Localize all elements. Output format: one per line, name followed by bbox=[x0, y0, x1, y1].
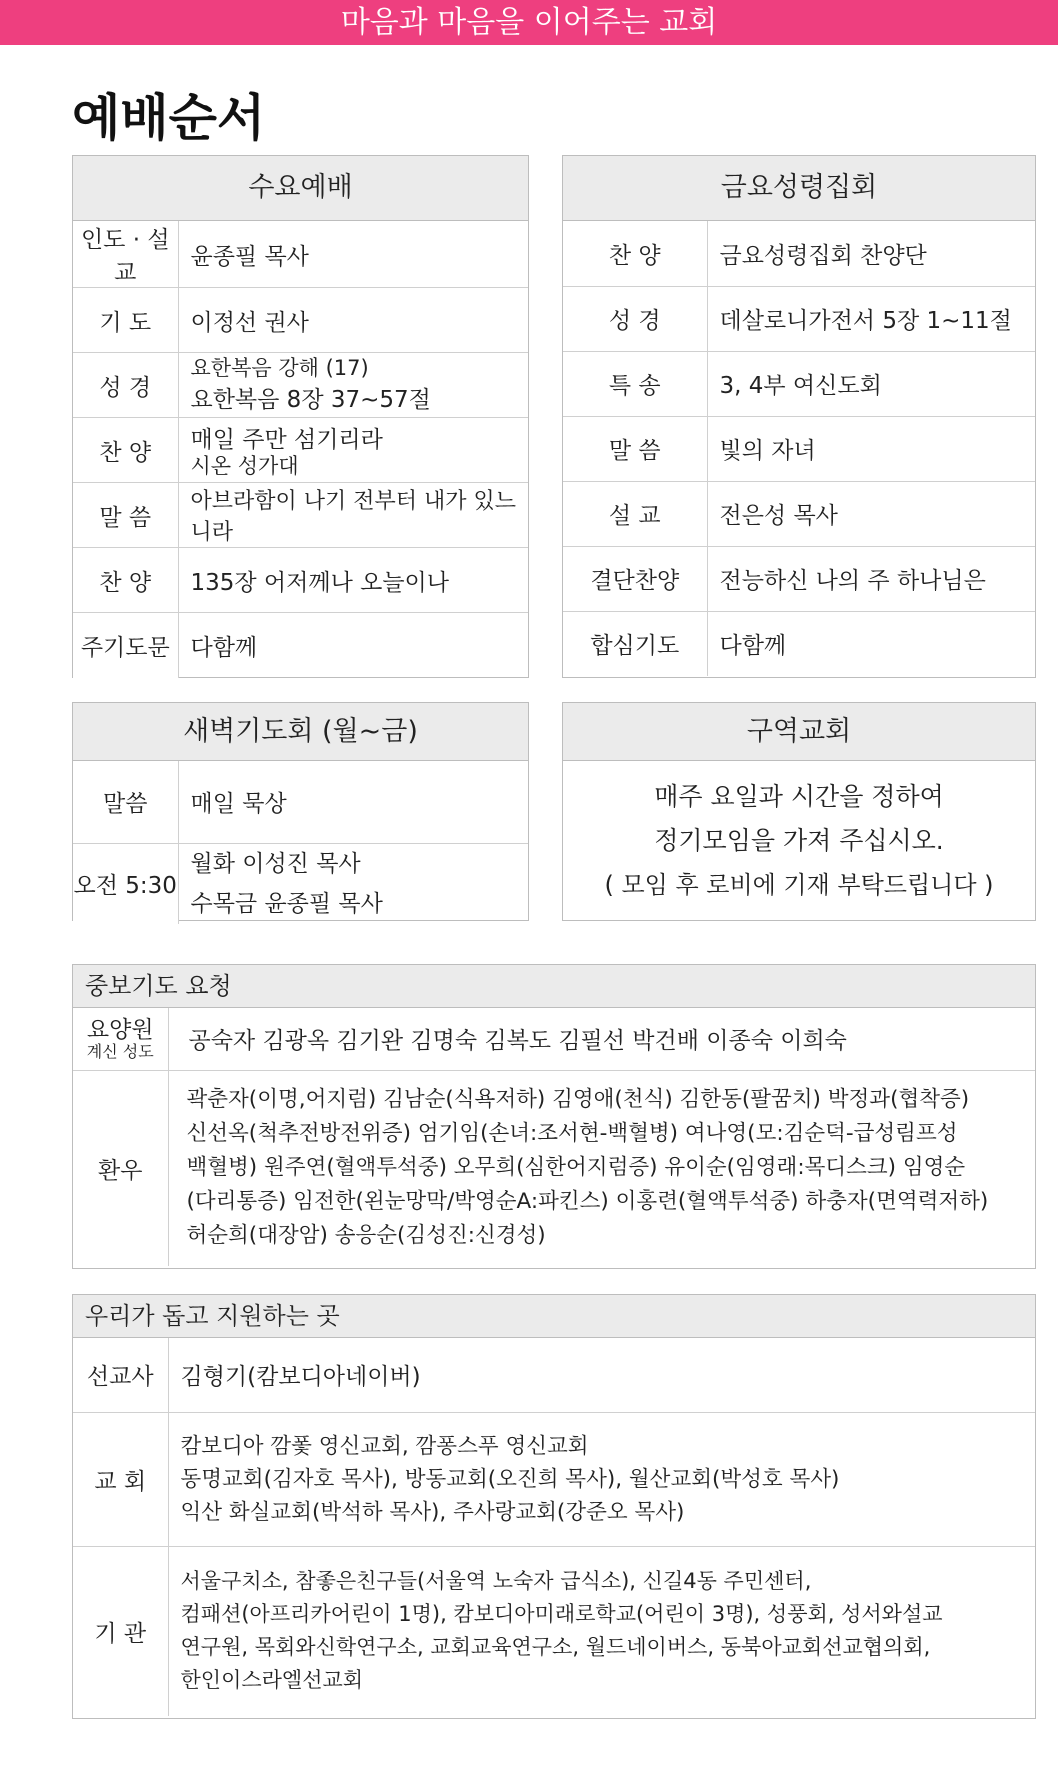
support-box bbox=[72, 1294, 1036, 1719]
row-label: 환우 bbox=[73, 1070, 168, 1266]
table-row bbox=[73, 418, 528, 483]
table-row bbox=[73, 1338, 1035, 1412]
row-value: 매일 묵상 bbox=[190, 791, 287, 818]
patient-line: 신선옥(척추전방전위증) 엄기임(손녀:조서현-백혈병) 여나영(모:김순덕-급성림프성 bbox=[186, 1121, 958, 1147]
row-label: 주기도문 bbox=[73, 613, 178, 678]
friday-header: 금요성령집회 bbox=[563, 156, 1035, 221]
row-label: 기 관 bbox=[73, 1546, 168, 1716]
table-row bbox=[73, 613, 528, 678]
table-row bbox=[563, 481, 1035, 546]
value-line: 캄보디아 깜퐃 영신교회, 깜퐁스푸 영신교회 bbox=[180, 1433, 589, 1459]
table-row bbox=[563, 286, 1035, 351]
row-label: 결단찬양 bbox=[563, 546, 707, 611]
table-row bbox=[73, 221, 528, 288]
patient-line: (다리통증) 임전한(왼눈망막/박영순A:파킨스) 이홍련(혈액투석중) 하충자(면역력저하) bbox=[186, 1189, 989, 1215]
table-row bbox=[563, 416, 1035, 481]
row-value: 3, 4부 여신도회 bbox=[707, 351, 1035, 416]
patient-line: 곽춘자(이명,어지럼) 김남순(식욕저하) 김영애(천식) 김한동(팔꿈치) 박정과(협착증) bbox=[186, 1087, 970, 1113]
row-label: 말 씀 bbox=[73, 483, 178, 548]
prayer-request-box bbox=[72, 964, 1036, 1269]
value-line: 한인이스라엘선교회 bbox=[180, 1668, 364, 1693]
row-value: 다함께 bbox=[707, 611, 1035, 676]
row-value-multiline bbox=[168, 1412, 1035, 1546]
top-banner bbox=[0, 0, 1058, 45]
row-label: 찬 양 bbox=[73, 548, 178, 613]
value-line: 월화 이성진 목사 bbox=[190, 850, 361, 877]
friday-service-box bbox=[562, 155, 1036, 678]
row-label: 인도 · 설교 bbox=[73, 221, 178, 288]
table-row bbox=[73, 483, 528, 548]
row-label: 설 교 bbox=[563, 481, 707, 546]
table-row bbox=[73, 288, 528, 353]
care-label-cell bbox=[73, 1008, 168, 1070]
patient-line: 허순희(대장암) 송응순(김성진:신경성) bbox=[186, 1223, 546, 1249]
value-line: 연구원, 목회와신학연구소, 교회교육연구소, 월드네이버스, 동북아교회선교협의회, bbox=[180, 1635, 931, 1660]
row-label: 성 경 bbox=[563, 286, 707, 351]
row-value-multiline bbox=[178, 418, 528, 483]
dawn-header: 새벽기도회 (월~금) bbox=[73, 703, 528, 761]
value-line: 동명교회(김자호 목사), 방동교회(오진희 목사), 월산교회(박성호 목사) bbox=[180, 1466, 840, 1492]
row-label: 찬 양 bbox=[73, 418, 178, 483]
row-value: 금요성령집회 찬양단 bbox=[719, 242, 927, 269]
row-label: 오전 5:30 bbox=[73, 843, 178, 924]
prayer-header: 중보기도 요청 bbox=[73, 965, 1035, 1008]
district-header: 구역교회 bbox=[563, 703, 1035, 761]
row-value-multiline bbox=[178, 843, 528, 924]
row-value: 아브라함이 나기 전부터 내가 있느니라 bbox=[178, 483, 528, 548]
table-row bbox=[73, 353, 528, 418]
row-value-multiline bbox=[168, 1546, 1035, 1716]
district-notice bbox=[563, 775, 1035, 907]
row-value-multiline bbox=[178, 353, 528, 418]
value-line: 요한복음 강해 (17) bbox=[190, 356, 369, 380]
notice-line: 정기모임을 가져 주십시오. bbox=[654, 826, 944, 855]
row-value: 데살로니가전서 5장 1~11절 bbox=[707, 286, 1035, 351]
row-label: 찬 양 bbox=[563, 221, 707, 286]
notice-line: 매주 요일과 시간을 정하여 bbox=[654, 782, 944, 811]
patient-line: 백혈병) 원주연(혈액투석중) 오무희(심한어지럼증) 유이순(임영래:목디스크) 임영순 bbox=[186, 1155, 966, 1181]
row-value: 135장 어저께나 오늘이나 bbox=[178, 548, 528, 613]
row-value: 전은성 목사 bbox=[707, 481, 1035, 546]
table-row bbox=[73, 1412, 1035, 1546]
support-table bbox=[73, 1338, 1035, 1716]
value-line: 시온 성가대 bbox=[190, 454, 299, 478]
row-label: 말 씀 bbox=[563, 416, 707, 481]
wednesday-service-box bbox=[72, 155, 529, 678]
table-row bbox=[563, 351, 1035, 416]
row-value: 빛의 자녀 bbox=[707, 416, 1035, 481]
table-row bbox=[73, 843, 528, 924]
row-label: 합심기도 bbox=[563, 611, 707, 676]
prayer-table bbox=[73, 1008, 1035, 1266]
care-value: 공숙자 김광옥 김기완 김명숙 김복도 김필선 박건배 이종숙 이희숙 bbox=[188, 1028, 847, 1055]
value-line: 매일 주만 섬기리라 bbox=[190, 427, 383, 453]
row-label: 교 회 bbox=[73, 1412, 168, 1546]
table-row bbox=[73, 1546, 1035, 1716]
row-label: 기 도 bbox=[73, 288, 178, 353]
value-line: 요한복음 8장 37~57절 bbox=[190, 387, 431, 413]
table-row bbox=[73, 1070, 1035, 1266]
page-title: 예배순서 bbox=[72, 89, 266, 147]
table-row bbox=[563, 611, 1035, 676]
friday-table bbox=[563, 221, 1035, 676]
patient-list bbox=[168, 1070, 1035, 1266]
table-row bbox=[73, 548, 528, 613]
row-value: 윤종필 목사 bbox=[190, 243, 309, 270]
table-row bbox=[563, 546, 1035, 611]
banner-text: 마음과 마음을 이어주는 교회 bbox=[340, 5, 718, 40]
support-header: 우리가 돕고 지원하는 곳 bbox=[73, 1295, 1035, 1338]
care-label: 요양원 bbox=[86, 1016, 154, 1043]
row-label: 특 송 bbox=[563, 351, 707, 416]
wednesday-header: 수요예배 bbox=[73, 156, 528, 221]
value-line: 서울구치소, 참좋은친구들(서울역 노숙자 급식소), 신길4동 주민센터, bbox=[180, 1569, 812, 1594]
row-value: 전능하신 나의 주 하나님은 bbox=[707, 546, 1035, 611]
row-label: 성 경 bbox=[73, 353, 178, 418]
row-value: 다함께 bbox=[178, 613, 528, 678]
table-row bbox=[73, 761, 528, 843]
row-value: 이정선 권사 bbox=[178, 288, 528, 353]
care-sublabel: 계신 성도 bbox=[86, 1041, 154, 1061]
table-row bbox=[73, 1008, 1035, 1070]
dawn-prayer-box bbox=[72, 702, 529, 921]
dawn-table bbox=[73, 761, 528, 924]
table-row bbox=[563, 221, 1035, 286]
district-church-box bbox=[562, 702, 1036, 921]
value-line: 컴패션(아프리카어린이 1명), 캄보디아미래로학교(어린이 3명), 성풍회, 성서와설교 bbox=[180, 1602, 943, 1627]
value-line: 수목금 윤종필 목사 bbox=[190, 890, 383, 917]
row-label: 말씀 bbox=[73, 761, 178, 843]
notice-line: ( 모임 후 로비에 기재 부탁드립니다 ) bbox=[604, 871, 994, 899]
row-label: 선교사 bbox=[73, 1338, 168, 1412]
row-value: 김형기(캄보디아네이버) bbox=[180, 1364, 421, 1391]
value-line: 익산 화실교회(박석하 목사), 주사랑교회(강준오 목사) bbox=[180, 1499, 685, 1525]
wednesday-table bbox=[73, 221, 528, 678]
